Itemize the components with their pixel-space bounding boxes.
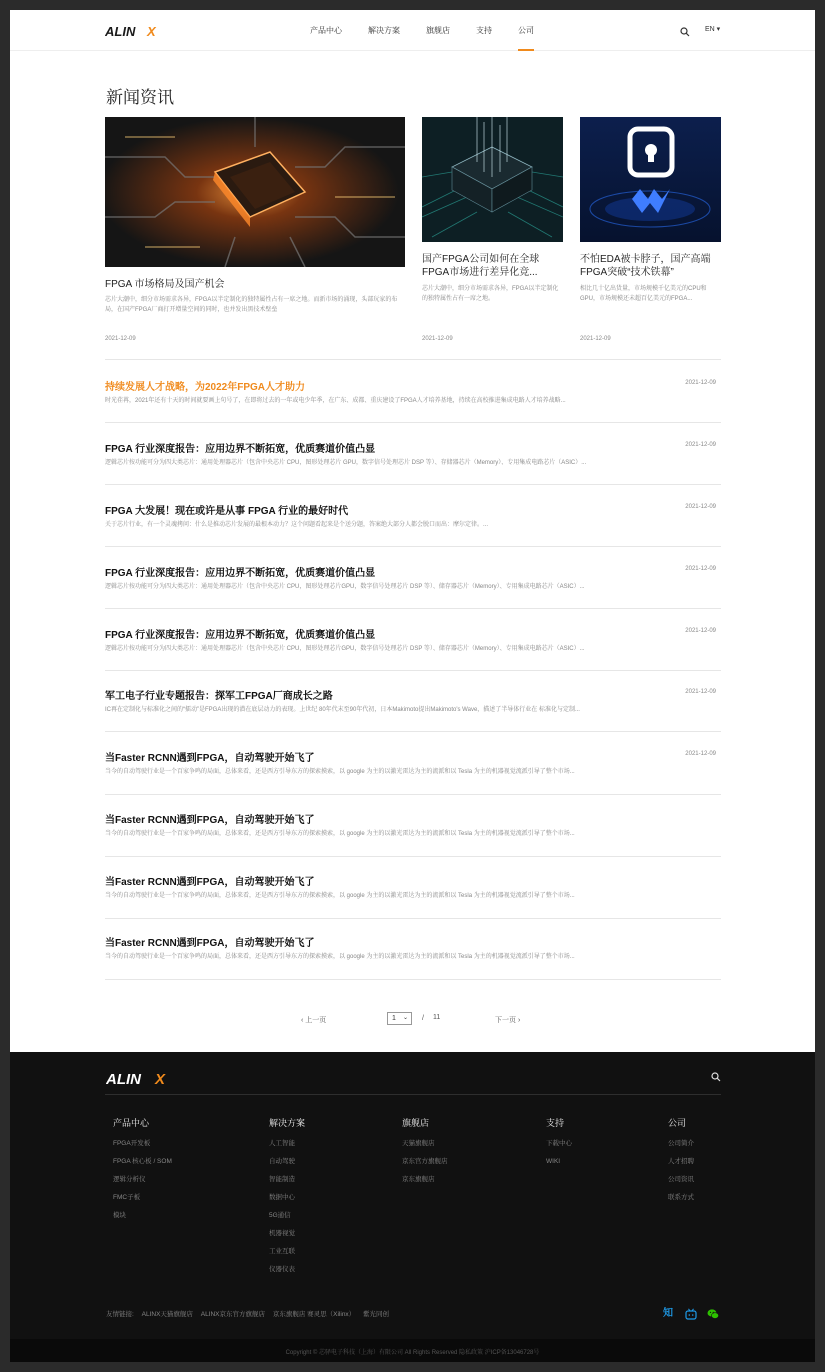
divider — [105, 918, 721, 919]
news-desc: IC再在定制化与标准化之间的“擂动”是FPGA出现的潜在底层动力的表现。上世纪 80年代末至90年代初，日本Makimoto提出Makimoto's Wave，描述了半导体行业在 标准化与定制... — [105, 707, 580, 713]
search-icon[interactable] — [680, 27, 690, 37]
divider — [105, 422, 721, 423]
featured-article-1[interactable] — [105, 117, 405, 347]
featured-article-3[interactable] — [580, 117, 721, 347]
featured-date: 2021-12-09 — [422, 336, 453, 342]
news-desc: 逻辑芯片按功能可分为四大类芯片：通用处理器芯片（包含中央芯片 CPU，图形处理芯片GPU，数字信号处理芯片 DSP 等）、储存器芯片（Memory）、专用集成电路芯片（ASIC）... — [105, 584, 585, 590]
divider — [105, 794, 721, 795]
news-item[interactable] — [105, 440, 721, 480]
news-title: 当Faster RCNN遇到FPGA，自动驾驶开始飞了 — [105, 815, 315, 826]
news-item[interactable] — [105, 378, 721, 418]
nav-products[interactable]: 产品中心 — [310, 26, 342, 35]
news-title: FPGA 大发展！现在或许是从事 FPGA 行业的最好时代 — [105, 506, 349, 517]
news-item[interactable] — [105, 687, 721, 727]
footer-link[interactable]: WIKI — [546, 1158, 561, 1165]
news-item[interactable] — [105, 564, 721, 604]
friend-link[interactable]: ALINX京东官方旗舰店 — [200, 1311, 266, 1318]
site-header — [10, 10, 815, 51]
footer-col-title: 支持 — [546, 1118, 565, 1128]
news-title: FPGA 行业深度报告：应用边界不断拓宽，优质赛道价值凸显 — [105, 444, 376, 455]
news-title: 当Faster RCNN遇到FPGA，自动驾驶开始飞了 — [105, 938, 315, 949]
svg-text:ALIN: ALIN — [105, 24, 136, 38]
footer-link[interactable]: 人工智能 — [269, 1140, 295, 1147]
news-item[interactable] — [105, 626, 721, 666]
chevron-down-icon: ⌄ — [402, 1015, 408, 1021]
featured-date: 2021-12-09 — [105, 336, 136, 342]
footer-link[interactable]: 逻辑分析仪 — [113, 1176, 146, 1183]
footer-link[interactable]: FPGA 核心板 / SOM — [113, 1158, 172, 1165]
news-title: 当Faster RCNN遇到FPGA，自动驾驶开始飞了 — [105, 753, 315, 764]
footer-link[interactable]: 人才招聘 — [668, 1158, 694, 1165]
divider — [105, 856, 721, 857]
news-item[interactable] — [105, 934, 721, 974]
nav-flagship-store[interactable]: 旗舰店 — [426, 26, 450, 35]
news-date: 2021-12-09 — [685, 751, 716, 757]
footer-alinx-logo[interactable] — [106, 1070, 178, 1086]
divider — [105, 670, 721, 671]
page-select[interactable] — [387, 1012, 412, 1025]
footer-link[interactable]: FPGA开发板 — [113, 1140, 151, 1147]
footer-link[interactable]: FMC子板 — [113, 1194, 141, 1201]
footer-bottom-bar — [10, 1339, 815, 1362]
footer-link[interactable]: 数据中心 — [269, 1194, 295, 1201]
featured-desc: 相比几十亿出货量，市场规模千亿美元的CPU和GPU，市场规模还未超百亿美元的FPGA... — [580, 286, 707, 302]
nav-company[interactable]: 公司 — [518, 10, 534, 51]
footer-link[interactable]: 公司资讯 — [668, 1176, 694, 1183]
footer-col-support — [546, 1116, 572, 1175]
news-item[interactable] — [105, 749, 721, 789]
news-title: 军工电子行业专题报告：探军工FPGA厂商成长之路 — [105, 691, 333, 702]
security-lock-image — [580, 117, 721, 242]
next-page-button[interactable]: 下一页 › — [495, 1017, 521, 1024]
chip-image — [105, 117, 405, 267]
news-desc: 当今的自动驾驶行业是一个百家争鸣的局面，总体来看，还是西方引导东方的探索摸索，以 google 为主的以激光雷达为主的流派和以 Tesla 为主的机器视觉流派引导了整个市场... — [105, 893, 575, 899]
svg-text:X: X — [155, 1071, 166, 1086]
news-date: 2021-12-09 — [685, 504, 716, 510]
news-desc: 当今的自动驾驶行业是一个百家争鸣的局面，总体来看，还是西方引导东方的探索摸索，以 google 为主的以激光雷达为主的流派和以 Tesla 为主的机器视觉流派引导了整个市场... — [105, 831, 575, 837]
svg-text:ALIN: ALIN — [106, 1071, 141, 1086]
news-item[interactable] — [105, 502, 721, 542]
divider — [105, 979, 721, 980]
featured-title: 国产FPGA公司如何在全球FPGA市场进行差异化竞... — [422, 254, 540, 278]
divider — [105, 484, 721, 485]
featured-desc: 芯片大潮中，细分市场需求各异，FPGA以半定制化的独特属性占有一席之地。而新市场的涌现，头部玩家的布局，在国产FPGA厂商打开增量空间的同时，也并发出黑技术壁垒 — [105, 297, 398, 313]
footer-col-title: 产品中心 — [113, 1118, 150, 1128]
news-desc: 关于芯片行业，有一个灵魂拷问：什么是推动芯片发展的最根本动力？这个问题看起来是个送分题，答案绝大部分人都会脱口而出：摩尔定律。... — [105, 522, 489, 528]
site-footer — [10, 1052, 815, 1362]
news-date: 2021-12-09 — [685, 628, 716, 634]
footer-col-title: 解决方案 — [269, 1118, 306, 1128]
news-date: 2021-12-09 — [685, 566, 716, 572]
nav-solutions[interactable]: 解决方案 — [368, 26, 400, 35]
footer-link[interactable]: 智能制造 — [269, 1176, 295, 1183]
footer-link[interactable]: 模块 — [113, 1212, 126, 1219]
footer-link[interactable]: 天猫旗舰店 — [402, 1140, 435, 1147]
footer-link[interactable]: 仪器仪表 — [269, 1266, 295, 1273]
news-title: 持续发展人才战略，为2022年FPGA人才助力 — [105, 382, 306, 393]
divider — [105, 546, 721, 547]
news-item[interactable] — [105, 873, 721, 913]
svg-text:X: X — [147, 24, 156, 38]
divider — [105, 608, 721, 609]
divider — [105, 731, 721, 732]
footer-link[interactable]: 京东官方旗舰店 — [402, 1158, 448, 1165]
search-icon[interactable] — [711, 1072, 721, 1082]
news-desc: 逻辑芯片按功能可分为四大类芯片：通用处理器芯片（包含中央芯片 CPU，图形处理芯片 GPU，数字信号处理芯片 DSP 等）、存储器芯片（Memory）、专用集成电路芯片（ASIC）... — [105, 460, 587, 466]
bilibili-icon[interactable] — [685, 1308, 697, 1320]
friend-link[interactable]: 京东旗舰店 赛灵思（Xilinx） — [272, 1311, 356, 1318]
page-select-value: 1 — [392, 1015, 396, 1022]
main-nav — [310, 10, 560, 51]
news-date: 2021-12-09 — [685, 380, 716, 386]
copyright: Copyright © 芯驿电子科技（上海）有限公司 All Rights Reserved 隐私政策 沪ICP备13046728号 — [285, 1350, 540, 1356]
news-desc: 当今的自动驾驶行业是一个百家争鸣的局面，总体来看，还是西方引导东方的探索摸索，以 google 为主的以激光雷达为主的流派和以 Tesla 为主的机器视觉流派引导了整个市场... — [105, 954, 575, 960]
news-title: 当Faster RCNN遇到FPGA，自动驾驶开始飞了 — [105, 877, 315, 888]
page-total: 11 — [433, 1014, 441, 1021]
footer-link[interactable]: 公司简介 — [668, 1140, 694, 1147]
zhihu-label: 知 — [663, 1308, 673, 1319]
prev-page-button[interactable]: ‹ 上一页 — [301, 1017, 327, 1024]
wechat-icon[interactable] — [707, 1308, 719, 1320]
browser-page — [10, 10, 815, 1362]
friend-link[interactable]: 紫光同创 — [363, 1311, 389, 1318]
zhihu-icon[interactable] — [663, 1308, 675, 1320]
news-title: FPGA 行业深度报告：应用边界不断拓宽，优质赛道价值凸显 — [105, 630, 376, 641]
news-desc: 逻辑芯片按功能可分为四大类芯片：通用处理器芯片（包含中央芯片 CPU，图形处理芯片GPU，数字信号处理芯片 DSP 等）、储存器芯片（Memory）、专用集成电路芯片（ASIC）... — [105, 646, 585, 652]
news-date: 2021-12-09 — [685, 442, 716, 448]
friend-links — [106, 1309, 395, 1318]
footer-link[interactable]: 联系方式 — [668, 1194, 694, 1201]
featured-desc: 芯片大潮中，细分市场需求各异，FPGA以半定制化的独特属性占有一席之地。 — [422, 286, 559, 302]
featured-date: 2021-12-09 — [580, 336, 611, 342]
language-switch[interactable]: EN ▾ — [705, 26, 721, 33]
news-item[interactable] — [105, 811, 721, 851]
footer-link[interactable]: 机器视觉 — [269, 1230, 295, 1237]
news-desc: 当今的自动驾驶行业是一个百家争鸣的局面，总体来看，还是西方引导东方的探索摸索，以 google 为主的以激光雷达为主的流派和以 Tesla 为主的机器视觉流派引导了整个市场... — [105, 769, 575, 775]
featured-article-2[interactable] — [422, 117, 563, 347]
featured-title: 不怕EDA被卡脖子，国产高端FPGA突破“技术铁幕” — [580, 254, 711, 278]
divider — [105, 359, 721, 360]
footer-col-title: 公司 — [668, 1118, 687, 1128]
news-title: FPGA 行业深度报告：应用边界不断拓宽，优质赛道价值凸显 — [105, 568, 376, 579]
footer-divider — [105, 1094, 721, 1095]
footer-link[interactable]: 自动驾驶 — [269, 1158, 295, 1165]
footer-col-stores — [402, 1116, 448, 1193]
page-title: 新闻资讯 — [106, 88, 174, 107]
footer-col-title: 旗舰店 — [402, 1118, 430, 1128]
nav-support[interactable]: 支持 — [476, 26, 492, 35]
friend-links-label: 友情链接: — [106, 1311, 134, 1318]
footer-link[interactable]: 工业互联 — [269, 1248, 295, 1255]
chip-image — [422, 117, 563, 242]
footer-link[interactable]: 下载中心 — [546, 1140, 572, 1147]
footer-col-company — [668, 1116, 694, 1211]
footer-col-solutions — [269, 1116, 305, 1283]
page-separator: / — [422, 1015, 424, 1022]
footer-link[interactable]: 京东旗舰店 — [402, 1176, 435, 1183]
footer-link[interactable]: 5G通信 — [269, 1212, 291, 1219]
news-date: 2021-12-09 — [685, 689, 716, 695]
featured-title: FPGA 市场格局及国产机会 — [105, 279, 225, 290]
friend-link[interactable]: ALINX天猫旗舰店 — [141, 1311, 193, 1318]
news-desc: 时光荏苒，2021年还有十天的时间就要画上句号了，在即将过去的一年或电少年季，在广东、成都、重庆建设了FPGA人才培养基地，持续在高校推进集成电路人才培养战略... — [105, 398, 566, 404]
alinx-logo[interactable] — [105, 24, 167, 38]
footer-col-products — [113, 1116, 172, 1229]
